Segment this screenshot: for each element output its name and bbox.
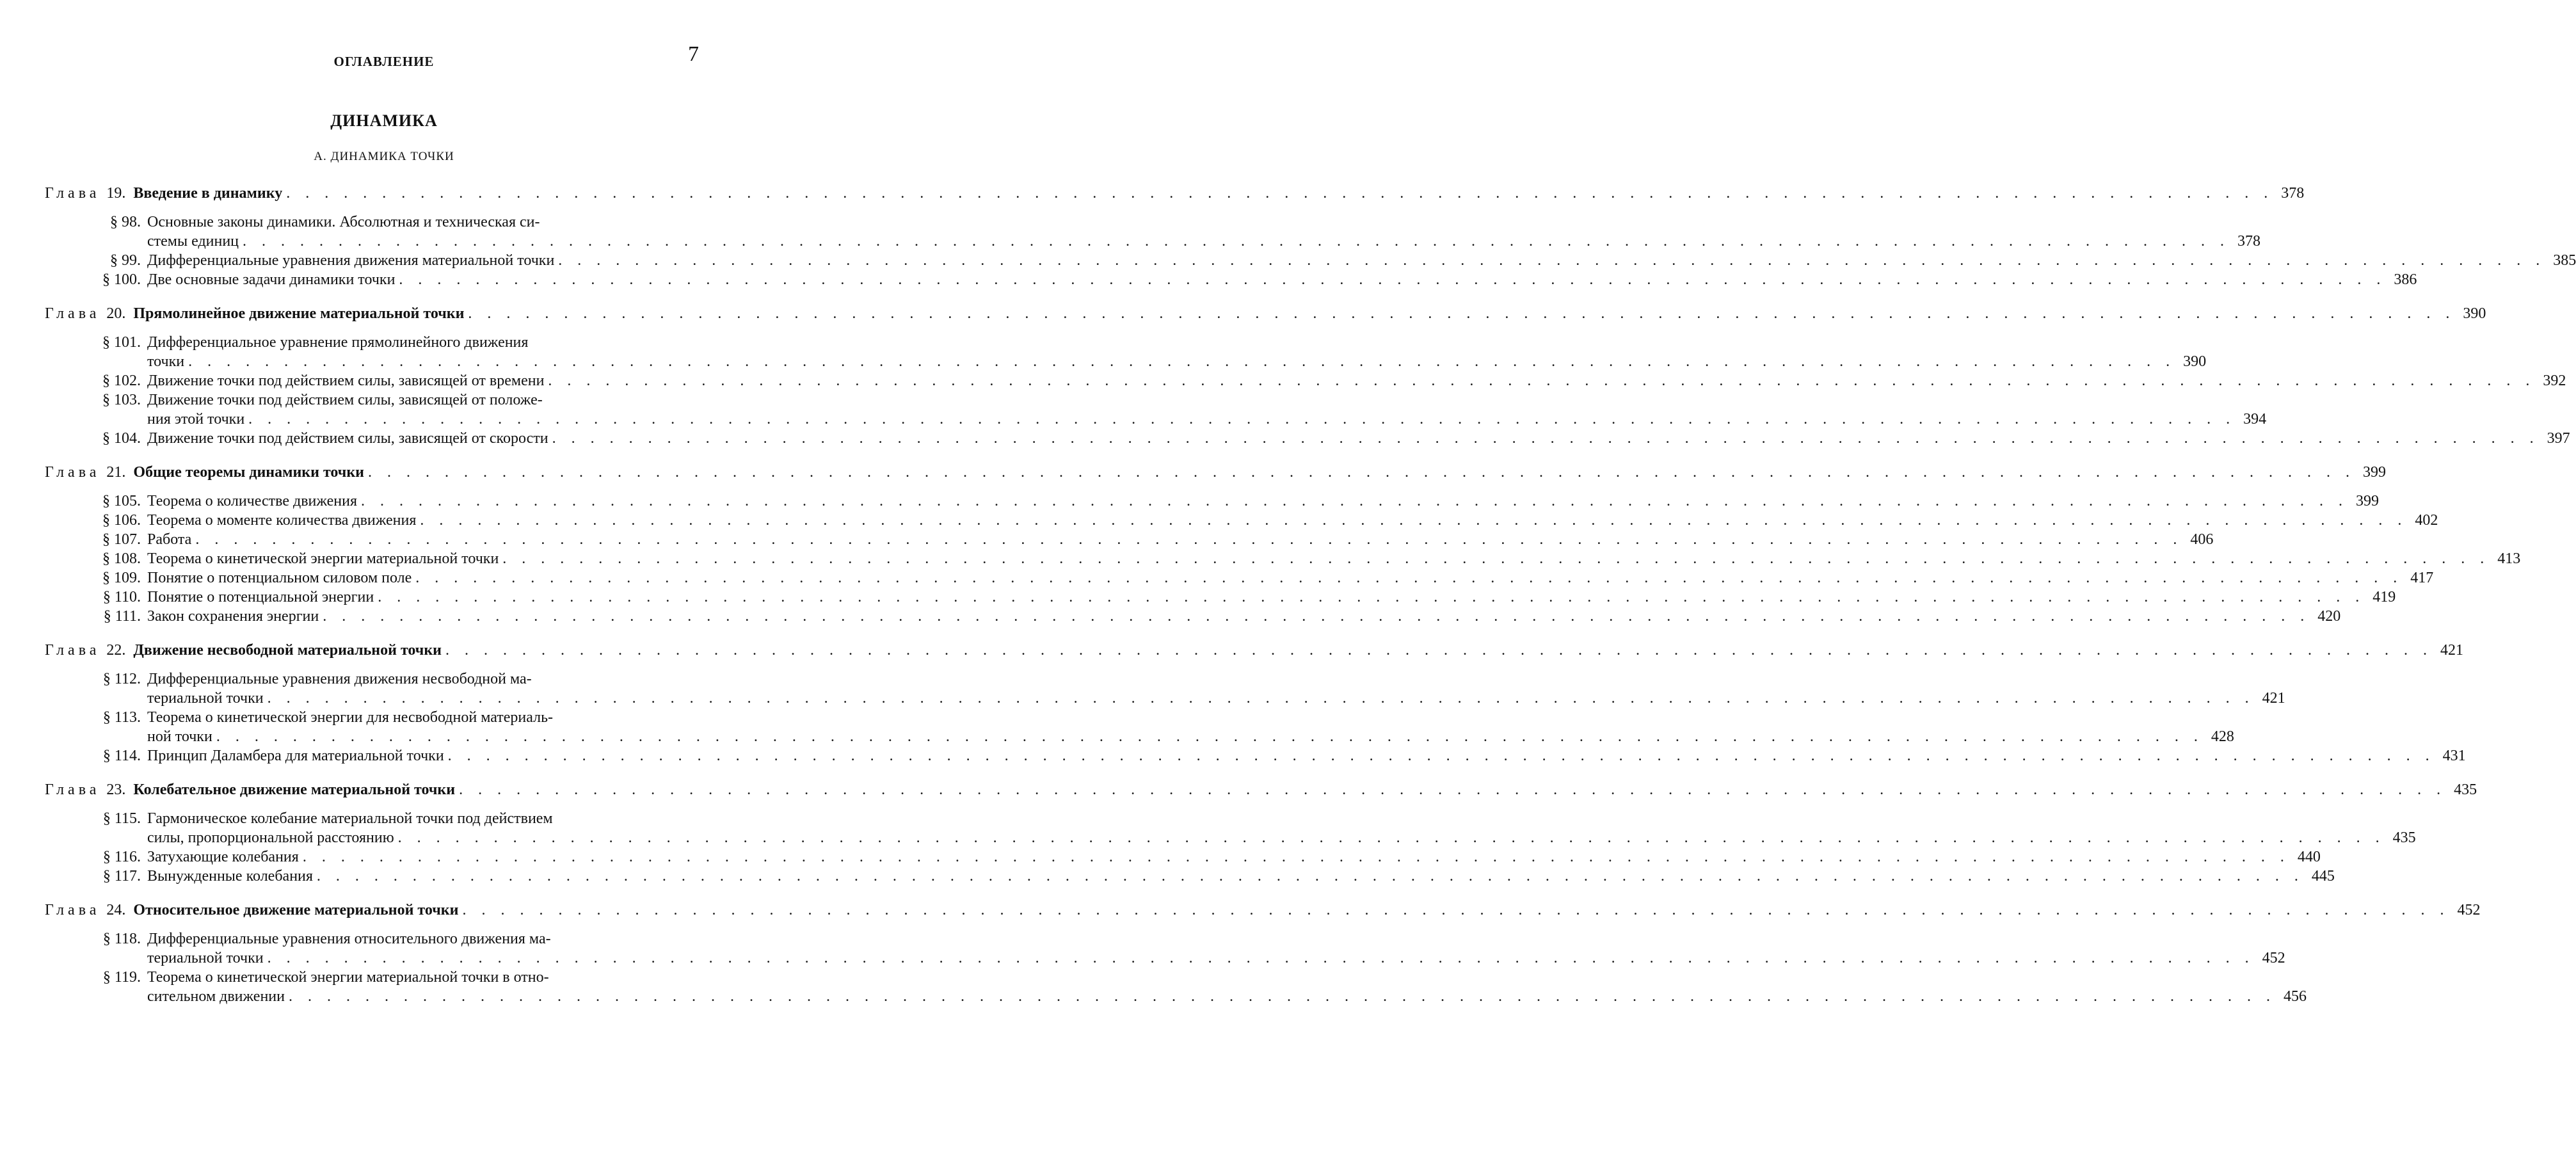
section-number: § 114. (102, 748, 141, 764)
dot-leader (303, 847, 2290, 867)
section-body (147, 371, 2566, 390)
section-title-text: Движение точки под действием силы, зависящей от времени (147, 372, 545, 389)
section-page: 419 (2372, 589, 2396, 605)
chapter-title: Относительное движение материальной точки (133, 902, 459, 918)
toc-entry[interactable] (45, 968, 2307, 1006)
dot-leader (289, 987, 2276, 1006)
toc-entry[interactable] (45, 371, 2566, 390)
section-title-text: Движение точки под действием силы, зависящей от скорости (147, 430, 548, 447)
section-number: § 117. (102, 868, 141, 885)
chapter-page: 378 (2281, 185, 2305, 202)
section-title-text: Принцип Даламбера для материальной точки (147, 748, 444, 764)
section-title-last-line (147, 492, 2379, 511)
section-body (147, 251, 2576, 270)
section-title-text: Теорема о моменте количества движения (147, 512, 417, 529)
section-page: 378 (2237, 233, 2261, 250)
section-number: § 116. (102, 849, 141, 865)
section-page: 420 (2317, 608, 2341, 625)
chapter-page: 452 (2457, 902, 2481, 918)
chapter-heading[interactable] (45, 462, 2386, 483)
page-number: 7 (688, 42, 699, 66)
section-title-text: ния этой точки (147, 411, 245, 428)
section-page: 397 (2547, 430, 2570, 447)
chapter-heading[interactable] (45, 900, 2481, 920)
section-page: 394 (2243, 411, 2267, 428)
section-page: 435 (2392, 829, 2416, 846)
running-title: ОГЛАВЛЕНИЕ (333, 54, 435, 69)
section-title-line: Дифференциальные уравнения движения несвободной ма- (147, 671, 532, 687)
chapter-number: 22. (106, 642, 126, 659)
chapter-title: Колебательное движение материальной точки (133, 781, 456, 798)
section-page: 406 (2190, 531, 2214, 548)
chapter-title: Общие теоремы динамики точки (133, 464, 364, 481)
toc-entry[interactable] (45, 867, 2335, 886)
section-number: § 104. (102, 430, 141, 447)
section-title-text: Теорема о количестве движения (147, 493, 358, 509)
chapter-label: Глава (45, 305, 100, 322)
section-page: 386 (2394, 271, 2417, 288)
section-page: 440 (2297, 849, 2321, 865)
section-title-last-line (147, 568, 2433, 588)
section-body (147, 669, 2285, 708)
section-page: 428 (2211, 728, 2234, 745)
section-number: § 102. (102, 372, 141, 389)
chapter-number: 19. (106, 185, 126, 202)
toc-entry[interactable] (45, 492, 2380, 511)
dot-leader (216, 727, 2204, 746)
chapter-label: Глава (45, 642, 100, 659)
section-title-text: Работа (147, 531, 192, 548)
section-list (45, 929, 2307, 1006)
section-body (147, 708, 2234, 746)
section-body (147, 968, 2307, 1006)
dot-leader (558, 251, 2545, 270)
toc-entry[interactable] (45, 429, 2570, 448)
section-title-text: Понятие о потенциальной энергии (147, 589, 374, 605)
chapter-number: 20. (106, 305, 126, 322)
dot-leader (268, 949, 2255, 968)
toc-entry[interactable] (45, 669, 2285, 708)
section-body (147, 333, 2206, 371)
section-body (147, 847, 2321, 867)
section-body (147, 607, 2340, 626)
dot-leader (462, 900, 2449, 920)
section-page: 456 (2283, 988, 2307, 1005)
section-body (147, 867, 2335, 886)
section-title-last-line (147, 270, 2417, 289)
section-number: § 113. (102, 709, 141, 726)
section-title-last-line (147, 689, 2285, 708)
section-number: § 115. (102, 810, 141, 827)
section-body (147, 746, 2466, 765)
section-number: § 110. (102, 589, 141, 605)
section-page: 399 (2356, 493, 2380, 509)
section-title-line: Основные законы динамики. Абсолютная и техническая си- (147, 214, 540, 230)
section-title-line: Дифференциальное уравнение прямолинейного движения (147, 334, 529, 351)
dot-leader (459, 780, 2446, 800)
section-title-last-line (147, 867, 2335, 886)
section-title-last-line (147, 511, 2438, 530)
section-title-text: Дифференциальные уравнения движения материальной точки (147, 252, 555, 269)
section-page: 390 (2183, 353, 2207, 370)
section-body (147, 568, 2433, 588)
dot-leader (548, 371, 2535, 390)
toc-entry[interactable] (45, 530, 2214, 549)
chapter-label: Глава (45, 902, 100, 918)
section-page: 452 (2262, 950, 2285, 966)
section-number: § 108. (102, 550, 141, 567)
chapter-number: 23. (106, 781, 126, 798)
section-number: § 103. (102, 392, 141, 408)
chapter-heading[interactable] (45, 303, 2486, 324)
chapter-page: 399 (2362, 464, 2386, 481)
chapter-page: 421 (2440, 642, 2463, 659)
section-page: 413 (2497, 550, 2521, 567)
dot-leader (552, 429, 2540, 448)
section-body (147, 492, 2379, 511)
section-title-last-line (147, 727, 2234, 746)
section-title-text: Затухающие колебания (147, 849, 299, 865)
dot-leader (445, 640, 2433, 661)
dot-leader (317, 867, 2304, 886)
section-body (147, 390, 2266, 429)
dot-leader (468, 303, 2455, 324)
section-title-text: силы, пропорциональной расстоянию (147, 829, 394, 846)
section-body (147, 212, 2260, 251)
dot-leader (420, 511, 2407, 530)
chapter-label: Глава (45, 185, 100, 202)
section-number: § 99. (110, 252, 141, 269)
chapter-label: Глава (45, 464, 100, 481)
section-title-last-line (147, 828, 2416, 847)
section-number: § 101. (102, 334, 141, 351)
section-number: § 105. (102, 493, 141, 509)
section-page: 392 (2543, 372, 2566, 389)
chapter-title: Введение в динамику (133, 185, 283, 202)
section-title-text: стемы единиц (147, 233, 239, 250)
section-number: § 107. (102, 531, 141, 548)
section-title-line: Гармоническое колебание материальной точки под действием (147, 810, 553, 827)
chapter-title: Прямолинейное движение материальной точки (133, 305, 465, 322)
section-title-last-line (147, 588, 2396, 607)
section-number: § 100. (102, 271, 141, 288)
chapter-number: 24. (106, 902, 126, 918)
section-body (147, 809, 2416, 847)
chapter-heading[interactable] (45, 640, 2463, 661)
section-number: § 112. (102, 671, 141, 687)
toc-entry[interactable] (45, 511, 2438, 530)
section-title-last-line (147, 607, 2340, 626)
section-title-text: Вынужденные колебания (147, 868, 313, 885)
section-title-line: Теорема о кинетической энергии для несвободной материаль- (147, 709, 554, 726)
section-body (147, 588, 2396, 607)
section-number: § 118. (102, 931, 141, 947)
section-title-last-line (147, 549, 2520, 568)
section-title-last-line (147, 746, 2466, 765)
section-title-last-line (147, 410, 2266, 429)
section-page: 421 (2262, 690, 2285, 707)
section-title-text: точки (147, 353, 185, 370)
dot-leader (502, 549, 2490, 568)
chapter-title: Движение несвободной материальной точки (133, 642, 442, 659)
section-body (147, 549, 2520, 568)
section-title-text: ной точки (147, 728, 212, 745)
section-body (147, 270, 2417, 289)
section-page: 445 (2311, 868, 2335, 885)
dot-leader (243, 232, 2230, 251)
section-body (147, 511, 2438, 530)
toc-entry[interactable] (45, 390, 2267, 429)
section-title-last-line (147, 530, 2213, 549)
section-list (45, 809, 2416, 886)
chapter-number: 21. (106, 464, 126, 481)
section-page: 431 (2442, 748, 2466, 764)
section-list (45, 333, 2570, 448)
section-title-text: Две основные задачи динамики точки (147, 271, 396, 288)
section-title-last-line (147, 352, 2206, 371)
dot-leader (286, 183, 2273, 204)
section-title-last-line (147, 371, 2566, 390)
dot-leader (448, 746, 2435, 765)
section-title-last-line (147, 847, 2321, 867)
dot-leader (195, 530, 2182, 549)
section-number: § 106. (102, 512, 141, 529)
section-title-text: сительном движении (147, 988, 285, 1005)
section-title-text: териальной точки (147, 950, 264, 966)
toc-entry[interactable] (45, 929, 2285, 968)
section-title-line: Движение точки под действием силы, зависящей от положе- (147, 392, 543, 408)
dot-leader (268, 689, 2255, 708)
dot-leader (398, 828, 2385, 847)
dot-leader (368, 462, 2355, 483)
dot-leader (361, 492, 2348, 511)
toc-entry[interactable] (45, 549, 2521, 568)
section-list (45, 212, 2576, 289)
section-title-last-line (147, 987, 2307, 1006)
dot-leader (415, 568, 2403, 588)
section-list (45, 669, 2466, 765)
dot-leader (323, 607, 2310, 626)
toc-entry[interactable] (45, 270, 2417, 289)
section-number: § 119. (102, 969, 141, 986)
section-number: § 111. (103, 608, 141, 625)
chapter-label: Глава (45, 781, 100, 798)
section-title-text: териальной точки (147, 690, 264, 707)
dot-leader (378, 588, 2365, 607)
toc-entry[interactable] (45, 333, 2207, 371)
dot-leader (188, 352, 2175, 371)
section-page: 402 (2415, 512, 2438, 529)
section-page: 417 (2410, 570, 2434, 586)
table-of-contents (45, 183, 2576, 1020)
section-list (45, 492, 2521, 626)
section-body (147, 429, 2570, 448)
section-number: § 109. (102, 570, 141, 586)
toc-entry[interactable] (45, 568, 2434, 588)
toc-entry[interactable] (45, 746, 2466, 765)
section-title: А. ДИНАМИКА ТОЧКИ (314, 150, 454, 163)
section-title-text: Закон сохранения энергии (147, 608, 319, 625)
toc-entry[interactable] (45, 708, 2234, 746)
toc-entry[interactable] (45, 809, 2416, 847)
dot-leader (248, 410, 2236, 429)
chapter-heading[interactable] (45, 183, 2305, 204)
chapter-page: 390 (2463, 305, 2486, 322)
section-number: § 98. (110, 214, 141, 230)
section-title-last-line (147, 949, 2285, 968)
section-title-last-line (147, 232, 2260, 251)
section-title-last-line (147, 429, 2570, 448)
section-title-text: Теорема о кинетической энергии материальной точки (147, 550, 499, 567)
toc-entry[interactable] (45, 212, 2261, 251)
chapter-page: 435 (2454, 781, 2477, 798)
toc-entry[interactable] (45, 847, 2321, 867)
toc-entry[interactable] (45, 251, 2576, 270)
part-title: ДИНАМИКА (330, 111, 438, 130)
chapter-heading[interactable] (45, 780, 2477, 800)
toc-entry[interactable] (45, 588, 2396, 607)
dot-leader (399, 270, 2386, 289)
section-page: 385 (2553, 252, 2576, 269)
section-body (147, 530, 2213, 549)
section-body (147, 929, 2285, 968)
section-title-last-line (147, 251, 2576, 270)
section-title-line: Дифференциальные уравнения относительного движения ма- (147, 931, 551, 947)
section-title-text: Понятие о потенциальном силовом поле (147, 570, 412, 586)
toc-entry[interactable] (45, 607, 2341, 626)
section-title-line: Теорема о кинетической энергии материальной точки в отно- (147, 969, 549, 986)
